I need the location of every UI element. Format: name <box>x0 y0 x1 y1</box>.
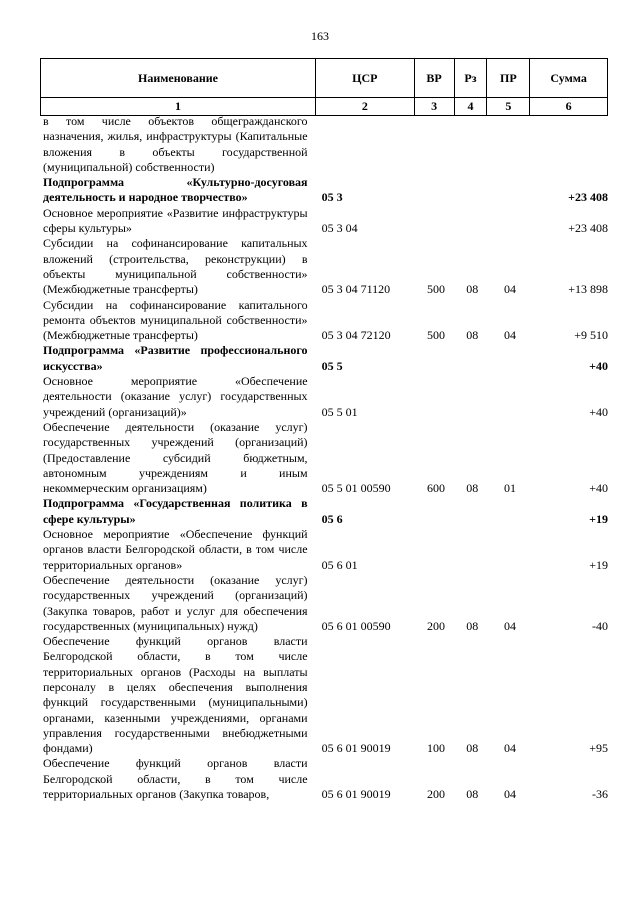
cell-sum: +19 <box>589 511 608 526</box>
table-row <box>40 114 608 175</box>
cell-name: Подпрограмма «Развитие профессионального искусства» <box>43 343 308 373</box>
cell-name: в том числе объектов общегражданского назначения, жилья, инфраструктуры (Капитальные вложения в объекты государственной (муниципальной) собственности) <box>43 114 308 174</box>
table-row <box>40 496 608 527</box>
cell-csr: 05 6 01 00590 <box>321 618 391 633</box>
table-row <box>40 634 608 756</box>
header-rz: Рз <box>455 59 488 97</box>
cell-vr: 200 <box>426 618 445 633</box>
cell-name: Субсидии на софинансирование капитального ремонта объектов муниципальной собственности» (Межбюджетные трансферты) <box>43 297 308 343</box>
cell-name: Подпрограмма «Культурно-досуговая деятельность и народное творчество» <box>43 175 308 205</box>
cell-sum: +23 408 <box>568 221 608 236</box>
cell-vr: 200 <box>426 787 445 802</box>
table-row <box>40 573 608 634</box>
cell-csr: 05 6 01 90019 <box>321 741 391 756</box>
cell-name: Основное мероприятие «Обеспечение функций органов власти Белгородской области, в том числе территориальных органов» <box>43 527 308 572</box>
header-vr: ВР <box>415 59 455 97</box>
cell-sum: -36 <box>592 787 608 802</box>
cell-csr: 05 6 01 <box>321 557 358 572</box>
cell-name: Обеспечение функций органов власти Белгородской области, в том числе территориальных органов (Расходы на выплаты персоналу в целях обеспечения выполнения функций государственными (муниципальными) органами, казенными учреждениями, органами управления государственными внебюджетными фондами) <box>43 634 308 756</box>
cell-name: Обеспечение функций органов власти Белгородской области, в том числе территориальных органов (Закупка товаров, <box>43 756 308 802</box>
column-number-3: 3 <box>415 98 455 115</box>
cell-csr: 05 3 <box>321 190 343 205</box>
cell-name: Подпрограмма «Государственная политика в сфере культуры» <box>43 496 308 526</box>
column-number-1: 1 <box>41 98 316 115</box>
cell-csr: 05 5 01 00590 <box>321 481 391 496</box>
column-number-2: 2 <box>316 98 415 115</box>
budget-table-header <box>40 58 608 116</box>
table-row <box>40 236 608 297</box>
cell-rz: 08 <box>466 618 479 633</box>
cell-pr: 04 <box>504 328 517 343</box>
cell-pr: 04 <box>504 618 517 633</box>
cell-sum: +40 <box>589 404 608 419</box>
table-row <box>40 756 608 802</box>
table-row <box>40 374 608 420</box>
cell-name: Основное мероприятие «Развитие инфраструктуры сферы культуры» <box>43 205 308 236</box>
cell-vr: 600 <box>426 481 445 496</box>
header-sum: Сумма <box>550 70 587 85</box>
table-row <box>40 343 608 374</box>
cell-csr: 05 6 01 90019 <box>321 787 391 802</box>
table-row <box>40 527 608 573</box>
header-csr: ЦСР <box>316 59 415 97</box>
cell-pr: 04 <box>504 787 517 802</box>
cell-csr: 05 3 04 <box>321 221 358 236</box>
table-row <box>40 420 608 496</box>
cell-sum: +23 408 <box>568 190 608 205</box>
header-name: Наименование <box>41 59 316 97</box>
header-row <box>40 58 608 98</box>
cell-csr: 05 5 <box>321 358 343 373</box>
cell-sum: +9 510 <box>574 328 608 343</box>
page-number: 163 <box>311 29 329 43</box>
cell-rz: 08 <box>466 282 479 297</box>
cell-name: Обеспечение деятельности (оказание услуг) государственных учреждений (организаций) (Предоставление субсидий бюджетным, автономным учреждениям и иным некоммерческим организациям) <box>43 419 308 496</box>
cell-name: Субсидии на софинансирование капитальных вложений (строительства, реконструкции) в объекты муниципальной собственности» (Межбюджетные трансферты) <box>43 236 308 297</box>
cell-sum: +95 <box>589 741 608 756</box>
cell-csr: 05 3 04 72120 <box>321 328 391 343</box>
budget-table-body <box>40 114 608 802</box>
cell-sum: +13 898 <box>568 282 608 297</box>
column-number-6: 6 <box>565 99 572 113</box>
table-row <box>40 175 608 206</box>
column-number-4: 4 <box>455 98 488 115</box>
table-row <box>40 298 608 344</box>
header-pr: ПР <box>487 59 530 97</box>
cell-rz: 08 <box>466 328 479 343</box>
cell-sum: +40 <box>589 481 608 496</box>
cell-vr: 500 <box>426 328 445 343</box>
cell-pr: 01 <box>504 481 517 496</box>
cell-vr: 100 <box>426 741 445 756</box>
cell-vr: 500 <box>426 282 445 297</box>
cell-csr: 05 3 04 71120 <box>321 282 391 297</box>
cell-rz: 08 <box>466 481 479 496</box>
cell-rz: 08 <box>466 787 479 802</box>
cell-sum: -40 <box>592 618 608 633</box>
cell-name: Обеспечение деятельности (оказание услуг) государственных учреждений (организаций) (Закупка товаров, работ и услуг для обеспечения государственных (муниципальных) нужд) <box>43 572 308 633</box>
cell-sum: +40 <box>589 358 608 373</box>
cell-pr: 04 <box>504 282 517 297</box>
column-number-5: 5 <box>487 98 530 115</box>
cell-sum: +19 <box>589 557 608 572</box>
cell-csr: 05 6 <box>321 511 343 526</box>
cell-csr: 05 5 01 <box>321 404 358 419</box>
table-row <box>40 206 608 237</box>
cell-name: Основное мероприятие «Обеспечение деятельности (оказание услуг) государственных учреждений (организаций)» <box>43 374 308 419</box>
cell-pr: 04 <box>504 741 517 756</box>
cell-rz: 08 <box>466 741 479 756</box>
